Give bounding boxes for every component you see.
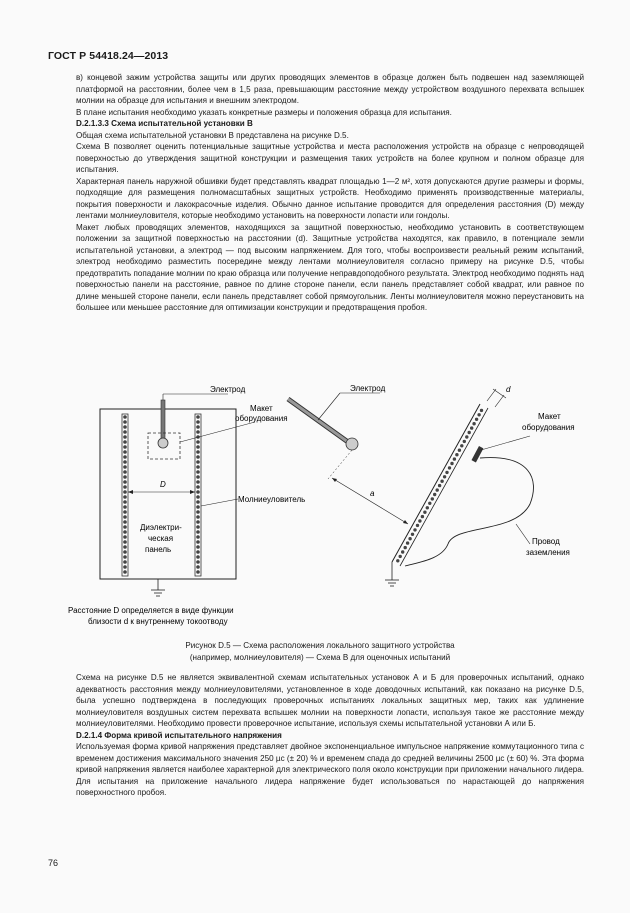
strip-bead <box>123 425 127 429</box>
dimension-D-label: D <box>160 480 166 489</box>
strip-bead <box>123 515 127 519</box>
strip-bead <box>123 545 127 549</box>
strip-bead <box>423 511 426 514</box>
caption-line-2: (например, молниеуловителя) — Схема В для оценочных испытаний <box>189 652 451 662</box>
slanted-panel-face <box>392 404 480 562</box>
strip-bead <box>196 520 200 524</box>
electrode-rod <box>161 400 165 440</box>
paragraph: Характерная панель наружной обшивки будет представлять квадрат площадью 1—2 м², хотя допускаются другие размеры и формы, подходящие для размещения полномасштабных защитных устройств. Необходимо применять производственные материалы, покрытия поверхности и лакокрасочные изделия. Обычно данное испытание проводится для определения расстояния (D) между лентами молниеуловителя, которые необходимо установить на поверхности лопасти или гондолы. <box>76 176 584 220</box>
document-header: ГОСТ Р 54418.24—2013 <box>48 50 169 62</box>
strip-bead <box>401 550 404 553</box>
strip-bead <box>472 422 475 425</box>
strip-bead <box>123 570 127 574</box>
strip-bead <box>196 570 200 574</box>
strip-bead <box>196 500 200 504</box>
strip-bead <box>196 480 200 484</box>
strip-bead <box>196 440 200 444</box>
strip-bead <box>196 535 200 539</box>
dimension-a-line <box>332 478 408 524</box>
strip-bead <box>196 465 200 469</box>
lightning-rod-label: Молниеуловитель <box>238 495 306 504</box>
ground-wire-label-2: заземления <box>526 548 570 557</box>
strip-bead <box>431 497 434 500</box>
strip-bead <box>123 550 127 554</box>
strip-bead <box>428 502 431 505</box>
strip-bead <box>196 540 200 544</box>
strip-bead <box>123 470 127 474</box>
strip-bead <box>196 470 200 474</box>
strip-bead <box>123 475 127 479</box>
strip-bead <box>123 525 127 529</box>
strip-bead <box>477 413 480 416</box>
strip-bead <box>123 500 127 504</box>
mockup-label-right-2: оборудования <box>522 423 575 432</box>
strip-bead <box>123 490 127 494</box>
strip-bead <box>123 495 127 499</box>
strip-bead <box>196 460 200 464</box>
ground-wire-label-1: Провод <box>532 537 560 546</box>
mockup-label-left-2: оборудования <box>235 414 288 423</box>
figure-caption <box>120 640 520 663</box>
strip-bead <box>448 466 451 469</box>
text-block-1 <box>76 72 584 314</box>
strip-bead <box>455 453 458 456</box>
strip-bead <box>465 435 468 438</box>
strip-bead <box>408 537 411 540</box>
paragraph: В плане испытания необходимо указать конкретные размеры и положения образца для испытания. <box>76 107 452 117</box>
strip-bead <box>196 505 200 509</box>
strip-bead <box>123 565 127 569</box>
mockup-label-left-1: Макет <box>250 404 273 413</box>
strip-bead <box>123 485 127 489</box>
strip-bead <box>196 450 200 454</box>
strip-bead <box>196 430 200 434</box>
text-block-2 <box>76 672 584 799</box>
page-number: 76 <box>48 858 59 868</box>
strip-bead <box>196 415 200 419</box>
strip-bead <box>421 515 424 518</box>
strip-bead <box>196 490 200 494</box>
dielectric-label-3: панель <box>145 545 172 554</box>
mockup-equipment-right <box>471 446 483 462</box>
strip-bead <box>123 440 127 444</box>
paragraph: Схема В позволяет оценить потенциальные защитные устройства и места расположения устройств на образце с непроводящей поверхностью до утверждения защитной конструкции и размещения таких устройств на более крупном и полном образце для испытания. <box>76 142 584 174</box>
figure-d5 <box>60 384 580 674</box>
figure-diagram <box>60 384 580 634</box>
strip-bead <box>196 485 200 489</box>
strip-bead <box>413 528 416 531</box>
strip-bead <box>418 519 421 522</box>
strip-bead <box>196 545 200 549</box>
strip-bead <box>123 455 127 459</box>
distance-note-1: Расстояние D определяется в виде функции <box>68 606 234 615</box>
strip-bead <box>196 510 200 514</box>
strip-bead <box>196 515 200 519</box>
mockup-label-right-1: Макет <box>538 412 561 421</box>
strip-bead <box>196 425 200 429</box>
section-heading: D.2.1.4 Форма кривой испытательного напряжения <box>76 730 282 740</box>
strip-bead <box>196 550 200 554</box>
strip-bead <box>399 555 402 558</box>
dielectric-label-2: ческая <box>148 534 174 543</box>
strip-bead <box>196 445 200 449</box>
strip-bead <box>404 546 407 549</box>
strip-bead <box>458 449 461 452</box>
strip-bead <box>123 560 127 564</box>
strip-bead <box>436 488 439 491</box>
strip-bead <box>123 530 127 534</box>
strip-bead <box>123 435 127 439</box>
distance-note-2: близости d к внутреннему токоотводу <box>88 617 228 626</box>
strip-bead <box>196 455 200 459</box>
strip-bead <box>426 506 429 509</box>
strip-bead <box>416 524 419 527</box>
strip-bead <box>450 462 453 465</box>
strip-bead <box>475 418 478 421</box>
strip-bead <box>196 555 200 559</box>
electrode-ball <box>158 438 168 448</box>
strip-bead <box>196 525 200 529</box>
strip-bead <box>445 471 448 474</box>
strip-bead <box>443 475 446 478</box>
strip-bead <box>196 565 200 569</box>
strip-bead <box>123 430 127 434</box>
strip-bead <box>438 484 441 487</box>
strip-bead <box>480 409 483 412</box>
strip-bead <box>433 493 436 496</box>
paragraph: Общая схема испытательной установки В представлена на рисунке D.5. <box>76 130 349 140</box>
strip-bead <box>406 541 409 544</box>
strip-bead <box>123 540 127 544</box>
strip-bead <box>196 560 200 564</box>
strip-bead <box>196 495 200 499</box>
caption-line-1: Рисунок D.5 — Схема расположения локального защитного устройства <box>185 641 455 650</box>
strip-bead <box>123 520 127 524</box>
strip-bead <box>123 505 127 509</box>
paragraph: Макет любых проводящих элементов, находящихся за защитной поверхностью, необходимо установить в соответствующем положении за защитной поверхностью на расстоянии (d). Защитные устройства находятся, как правило, в потенциале земли испытательной установки, а электрод — под высоким напряжением. Для того, чтобы воспроизвести реальный режим испытаний, электрод необходимо разместить посередине между лентами молниеуловителя согласно примеру на рисунке D.5, чтобы предотвратить попадание молнии по краю образца или получение неправдоподобного результата. Электрод необходимо поднять над поверхностью панели на расстояние, равное по длине стороне панели, если панель представляет собой квадрат, или равное по длине меньшей стороне панели, если панель представляет собой прямоугольник. Ленты молниеуловителя можно переустановить на большее или меньшее расстояние для оптимизации конструкции и предотвращения пробоя. <box>76 222 584 312</box>
strip-bead <box>196 530 200 534</box>
strip-bead <box>123 510 127 514</box>
strip-bead <box>123 535 127 539</box>
strip-bead <box>123 415 127 419</box>
dimension-a-label: a <box>370 489 375 498</box>
dielectric-label-1: Диэлектри- <box>140 523 182 532</box>
strip-bead <box>411 533 414 536</box>
paragraph: Используемая форма кривой напряжения представляет двойное экспоненциальное импульсное напряжение коммутационного типа с временем достижения максимального значения 250 µс (± 20) % и временем спада до средней величины 2500 µс (± 60) %. Эта форма кривой напряжения является наиболее характерной для электрического поля около конструкции при приложении начального лидера. Для испытания на приложение начального лидера напряжение будет использоваться по нарастающей до напряжения поверхностного пробоя. <box>76 742 584 797</box>
section-heading: D.2.1.3.3 Схема испытательной установки В <box>76 119 253 128</box>
strip-bead <box>123 420 127 424</box>
electrode-label-right: Электрод <box>350 384 386 393</box>
strip-bead <box>123 450 127 454</box>
electrode-ball-right <box>346 438 358 450</box>
electrode-label-left: Электрод <box>210 385 246 394</box>
strip-bead <box>440 480 443 483</box>
strip-bead <box>123 465 127 469</box>
paragraph: в) концевой зажим устройства защиты или других проводящих элементов в образце должен быть подвешен над заземляющей платформой на расстоянии, более чем в 1,5 раза, превышающим расстояние между устройством воздушного перехвата вспышек молнии на образце для испытания и внешним электродом. <box>76 73 584 105</box>
strip-bead <box>123 555 127 559</box>
strip-bead <box>463 440 466 443</box>
paragraph: Схема на рисунке D.5 не является эквивалентной схемам испытательных установок А и Б для проверочных испытаний, однако адекватность расстояния между молниеуловителями, установленное в ходе доводочных испытаний, как показано на рисунке D.5, была успешно подтверждена в последующих проверочных испытаниях локальных защитных мер, таких как удлинение молниеуловителя воздушных систем перехвата вспышек молнии на поверхности лопасти, используя такое же расстояние между молниеуловителями. Необходимо провести проверочное испытание, используя схемы испытательной установки А или Б. <box>76 673 584 728</box>
strip-bead <box>123 480 127 484</box>
strip-bead <box>196 475 200 479</box>
strip-bead <box>123 460 127 464</box>
strip-bead <box>453 457 456 460</box>
strip-bead <box>396 559 399 562</box>
dimension-d-label: d <box>506 385 511 394</box>
strip-bead <box>468 431 471 434</box>
strip-bead <box>470 426 473 429</box>
dimension-d-line <box>493 389 506 398</box>
strip-bead <box>196 420 200 424</box>
strip-bead <box>460 444 463 447</box>
strip-bead <box>123 445 127 449</box>
